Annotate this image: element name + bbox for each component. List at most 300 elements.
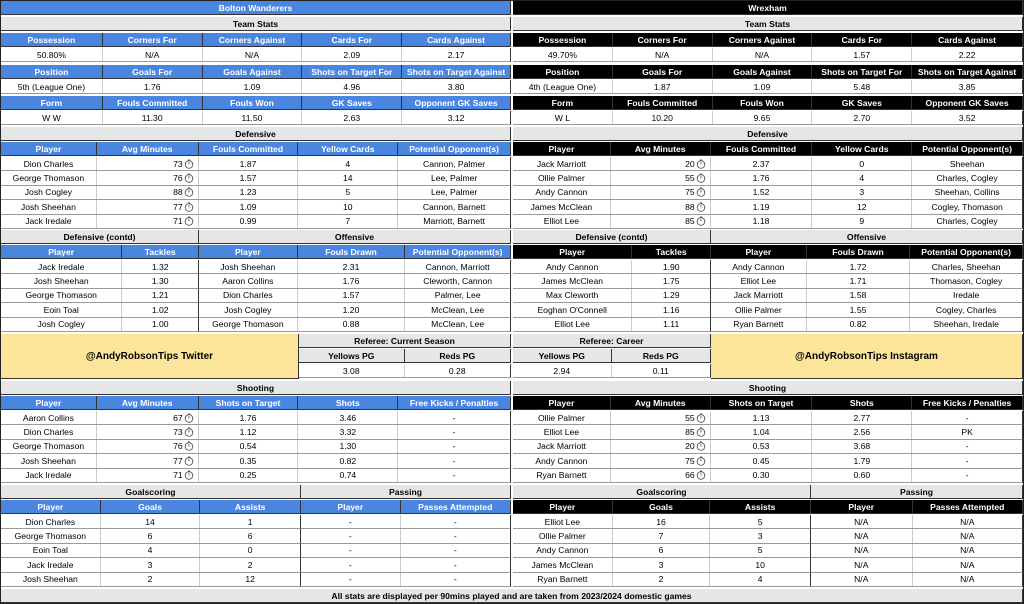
defensive-row — [1, 215, 511, 229]
cell: Elliot Lee — [513, 215, 611, 228]
tackles-row — [513, 289, 711, 303]
team-stats-header — [1, 96, 511, 110]
cell: 2.37 — [711, 157, 813, 170]
offensive-row — [199, 318, 511, 332]
cell: Charles, Cogley — [936, 173, 998, 184]
cell — [611, 171, 711, 184]
cell: Cogley, Thomason — [931, 201, 1003, 212]
header-cell: Avg Minutes — [611, 142, 711, 155]
cell: James McClean — [513, 558, 613, 571]
header-cell: Assists — [234, 501, 266, 512]
header-cell: Fouls Committed — [199, 142, 299, 155]
tackles-row — [1, 260, 199, 274]
cell: Dion Charles — [1, 157, 97, 170]
team-stats-row — [513, 80, 1023, 94]
header-cell: Passes Attempted — [930, 501, 1005, 512]
cell: 0.82 — [807, 318, 911, 331]
cell: 1.75 — [662, 276, 680, 287]
defensive-contd-header — [513, 245, 711, 259]
offensive-row — [711, 318, 1023, 332]
cell: Josh Cogley — [1, 186, 97, 199]
avg-minutes-value: 71 — [173, 216, 183, 227]
cell: 1.71 — [807, 274, 911, 287]
cell: Ollie Palmer — [513, 171, 611, 184]
cell: 3.52 — [958, 112, 976, 123]
header-cell: Shots on Target Against — [406, 66, 506, 77]
passing-row — [811, 558, 1023, 572]
cell: Dion Charles — [1, 425, 97, 438]
cell: Josh Sheehan — [199, 260, 298, 273]
header-cell: Assists — [744, 501, 776, 512]
avg-minutes-value: 77 — [173, 455, 183, 466]
cell: George Thomason — [1, 171, 97, 184]
cell: Josh Sheehan — [1, 200, 97, 213]
header-cell: Corners For — [613, 33, 713, 46]
stopwatch-icon — [696, 187, 706, 197]
cell: Cogley, Charles — [935, 304, 997, 315]
cell: 2 — [247, 559, 253, 570]
avg-minutes-value: 66 — [685, 470, 695, 481]
offensive-row — [199, 260, 511, 274]
cell: 1.00 — [151, 319, 169, 330]
cell: - — [453, 531, 457, 542]
stopwatch-icon — [184, 216, 194, 226]
header-cell: Cards For — [812, 33, 912, 46]
tackles-row — [1, 274, 199, 288]
cell — [611, 425, 711, 438]
header-cell: Reds PG — [439, 350, 476, 361]
cell — [97, 454, 199, 467]
cell: 0.53 — [711, 440, 813, 453]
cell: 0.45 — [711, 454, 813, 467]
stopwatch-icon — [696, 413, 706, 423]
cell: - — [452, 455, 456, 466]
cell: 2 — [613, 573, 711, 586]
offensive-header — [711, 245, 1023, 259]
header-cell: Position — [1, 65, 103, 78]
cell: 3.68 — [812, 440, 912, 453]
cell: James McClean — [513, 200, 611, 213]
cell — [611, 200, 711, 213]
cell: N/A — [960, 574, 975, 585]
cell: 4th (League One) — [513, 80, 613, 93]
offensive-row — [711, 260, 1023, 274]
passing-row — [301, 544, 511, 558]
cell: 10 — [298, 200, 398, 213]
avg-minutes-value: 71 — [173, 470, 183, 481]
header-cell: Player — [199, 245, 298, 258]
cell: Cannon, Palmer — [423, 158, 486, 169]
cell: Andy Cannon — [513, 186, 611, 199]
shooting-title: Shooting — [1, 381, 511, 395]
cell: McClean, Lee — [431, 304, 485, 315]
passing-header — [811, 500, 1023, 514]
cell: 3 — [757, 531, 763, 542]
header-cell: Corners Against — [713, 33, 813, 46]
cell: Andy Cannon — [513, 544, 613, 557]
goalscoring-header — [1, 500, 301, 514]
stopwatch-icon — [184, 427, 194, 437]
cell: Marriott, Barnett — [423, 216, 485, 227]
header-cell: Cards Against — [938, 34, 997, 45]
avg-minutes-value: 20 — [685, 441, 695, 452]
cell: Jack Iredale — [1, 558, 101, 571]
cell: - — [301, 544, 401, 557]
passing-row — [811, 573, 1023, 587]
cell: - — [453, 545, 457, 556]
defensive-title: Defensive — [513, 127, 1023, 141]
cell: 0.99 — [199, 215, 299, 228]
stopwatch-icon — [696, 202, 706, 212]
cell: 1.02 — [151, 304, 169, 315]
cell: 4 — [298, 157, 398, 170]
cell: 0.25 — [199, 469, 299, 482]
cell: 1.11 — [663, 319, 680, 330]
cell: 0.60 — [812, 469, 912, 482]
cell: James McClean — [513, 274, 632, 287]
team-stats-header — [1, 65, 511, 79]
cell: 7 — [613, 529, 711, 542]
cell: 50.80% — [1, 48, 103, 61]
header-cell: Goals Against — [713, 65, 813, 78]
cell: 3.12 — [447, 112, 465, 123]
avg-minutes-value: 88 — [685, 201, 695, 212]
cell — [611, 454, 711, 467]
shooting-row — [513, 411, 1023, 425]
offensive-title: Offensive — [711, 230, 1023, 244]
passing-header — [301, 500, 511, 514]
cell: 3 — [812, 186, 912, 199]
referee-current-row — [299, 364, 511, 378]
cell: N/A — [811, 573, 913, 586]
header-cell: Tackles — [144, 246, 176, 257]
header-cell: Possession — [1, 33, 103, 46]
cell: N/A — [811, 529, 913, 542]
cell: - — [452, 470, 456, 481]
cell: 1.76 — [711, 171, 813, 184]
cell: Aaron Collins — [199, 274, 298, 287]
home-team-title: Bolton Wanderers — [1, 1, 511, 15]
header-cell: Form — [1, 96, 103, 109]
cell: 1.57 — [298, 289, 406, 302]
cell: 0.35 — [199, 454, 299, 467]
header-cell: Cards Against — [427, 34, 486, 45]
cell — [97, 469, 199, 482]
goalscoring-row — [1, 573, 301, 587]
stopwatch-icon — [184, 441, 194, 451]
avg-minutes-value: 55 — [685, 412, 695, 423]
cell: Elliot Lee — [513, 515, 613, 528]
cell — [611, 440, 711, 453]
cell: - — [301, 558, 401, 571]
header-cell: Shots on Target Against — [917, 66, 1017, 77]
goalscoring-title: Goalscoring — [513, 485, 811, 499]
cell: - — [965, 470, 969, 481]
header-cell: Goals — [101, 500, 201, 513]
cell: 1.32 — [151, 261, 169, 272]
cell: 1.76 — [298, 274, 406, 287]
header-cell: Fouls Committed — [711, 142, 813, 155]
cell: Andy Cannon — [513, 260, 632, 273]
goalscoring-row — [1, 558, 301, 572]
cell: 2 — [101, 573, 201, 586]
cell: 0.88 — [298, 318, 406, 331]
cell: N/A — [960, 516, 975, 527]
stopwatch-icon — [184, 187, 194, 197]
cell: Andy Cannon — [513, 454, 611, 467]
cell: Ryan Barnett — [513, 469, 611, 482]
defensive-row — [1, 157, 511, 171]
team-stats-title: Team Stats — [513, 17, 1023, 31]
cell: Ollie Palmer — [513, 411, 611, 424]
stopwatch-icon — [184, 456, 194, 466]
cell: Sheehan, Iredale — [933, 319, 999, 330]
cell: Jack Marriott — [711, 289, 807, 302]
cell: 1.30 — [151, 276, 169, 287]
defensive-contd-title: Defensive (contd) — [1, 230, 199, 244]
header-cell: Shots on Target — [199, 396, 299, 409]
cell: 3.80 — [447, 81, 465, 92]
header-cell: Yellows PG — [513, 349, 612, 362]
cell: 6 — [101, 529, 201, 542]
cell: 2.09 — [302, 48, 402, 61]
cell — [611, 411, 711, 424]
cell: McClean, Lee — [431, 319, 485, 330]
cell: W L — [513, 111, 613, 124]
passing-row — [811, 529, 1023, 543]
stopwatch-icon — [696, 216, 706, 226]
cell: 1.16 — [662, 304, 680, 315]
cell: 1.52 — [711, 186, 813, 199]
header-cell: Fouls Won — [713, 96, 813, 109]
cell: Elliot Lee — [513, 318, 632, 331]
goalscoring-header — [513, 500, 811, 514]
offensive-row — [711, 274, 1023, 288]
shooting-row — [513, 425, 1023, 439]
header-cell: Player — [513, 500, 613, 513]
cell: - — [453, 574, 457, 585]
header-cell: Free Kicks / Penalties — [922, 397, 1012, 408]
passing-row — [301, 558, 511, 572]
cell: 2.94 — [513, 364, 612, 377]
cell: N/A — [613, 48, 713, 61]
cell: 12 — [245, 574, 255, 585]
header-cell: Opponent GK Saves — [925, 97, 1009, 108]
cell: 1.76 — [103, 80, 203, 93]
header-cell: Fouls Drawn — [298, 245, 406, 258]
team-stats-header — [513, 65, 1023, 79]
cell: 1.55 — [807, 303, 911, 316]
header-cell: Player — [1, 500, 101, 513]
avg-minutes-value: 76 — [173, 173, 183, 184]
cell: 1.18 — [711, 215, 813, 228]
referee-career-title: Referee: Career — [513, 334, 711, 348]
cell: Josh Cogley — [199, 303, 298, 316]
offensive-title: Offensive — [199, 230, 511, 244]
header-cell: Passes Attempted — [418, 501, 493, 512]
header-cell: Yellow Cards — [298, 142, 398, 155]
header-cell: Fouls Won — [203, 96, 303, 109]
cell: 9.65 — [713, 111, 813, 124]
header-cell: Goals — [613, 500, 711, 513]
cell: - — [965, 455, 969, 466]
tackles-row — [513, 303, 711, 317]
cell: 1 — [247, 516, 253, 527]
cell: 3.32 — [298, 425, 398, 438]
defensive-row — [1, 200, 511, 214]
header-cell: Position — [513, 65, 613, 78]
cell: George Thomason — [199, 318, 298, 331]
cell: 1.57 — [812, 48, 912, 61]
stopwatch-icon — [184, 159, 194, 169]
cell: Cannon, Marriott — [425, 261, 490, 272]
cell: Elliot Lee — [711, 274, 807, 287]
cell: 4 — [812, 171, 912, 184]
shooting-title: Shooting — [513, 381, 1023, 395]
header-cell: Yellow Cards — [812, 142, 912, 155]
cell: 1.13 — [711, 411, 813, 424]
cell: N/A — [811, 544, 913, 557]
cell: 0.54 — [199, 440, 299, 453]
cell: 2.63 — [302, 111, 402, 124]
avg-minutes-value: 77 — [173, 201, 183, 212]
cell: - — [301, 515, 401, 528]
cell: 1.29 — [662, 290, 680, 301]
cell: - — [301, 573, 401, 586]
cell: 1.23 — [199, 186, 299, 199]
header-cell: Shots on Target For — [302, 65, 402, 78]
defensive-contd-header — [1, 245, 199, 259]
defensive-row — [513, 200, 1023, 214]
team-stats-title: Team Stats — [1, 17, 511, 31]
cell — [611, 186, 711, 199]
cell: 1.12 — [199, 425, 299, 438]
cell: 5th (League One) — [1, 80, 103, 93]
cell: 2.17 — [447, 49, 465, 60]
goalscoring-row — [513, 573, 811, 587]
passing-title: Passing — [811, 485, 1023, 499]
header-cell: GK Saves — [302, 96, 402, 109]
offensive-row — [199, 303, 511, 317]
tackles-row — [1, 303, 199, 317]
cell: Cleworth, Cannon — [423, 276, 493, 287]
passing-row — [301, 529, 511, 543]
header-cell: Player — [711, 245, 807, 258]
team-stats-row — [1, 80, 511, 94]
header-cell: Player — [513, 245, 632, 258]
cell: N/A — [103, 48, 203, 61]
cell: 2.22 — [958, 49, 976, 60]
header-cell: Corners Against — [203, 33, 303, 46]
cell: N/A — [960, 531, 975, 542]
header-cell: Cards For — [302, 33, 402, 46]
cell: N/A — [811, 515, 913, 528]
header-cell: Player — [1, 245, 122, 258]
cell: 3.85 — [958, 81, 976, 92]
cell: 14 — [298, 171, 398, 184]
cell — [611, 157, 711, 170]
cell: W W — [1, 111, 103, 124]
passing-title: Passing — [301, 485, 511, 499]
cell: 7 — [298, 215, 398, 228]
cell: 14 — [101, 515, 201, 528]
cell: 5 — [298, 186, 398, 199]
header-cell: Form — [513, 96, 613, 109]
passing-row — [811, 544, 1023, 558]
header-cell: Potential Opponent(s) — [409, 143, 499, 154]
avg-minutes-value: 76 — [173, 441, 183, 452]
cell: - — [965, 412, 969, 423]
team-stats-header — [1, 33, 511, 47]
stopwatch-icon — [696, 173, 706, 183]
defensive-row — [1, 171, 511, 185]
cell: 2.70 — [812, 111, 912, 124]
defensive-title: Defensive — [1, 127, 511, 141]
cell: Ollie Palmer — [711, 303, 807, 316]
header-cell: Reds PG — [642, 350, 679, 361]
header-cell: Player — [1, 396, 97, 409]
cell: 49.70% — [513, 48, 613, 61]
passing-row — [811, 515, 1023, 529]
cell: 5 — [757, 516, 763, 527]
header-cell: Goals Against — [203, 65, 303, 78]
header-cell: Player — [1, 142, 97, 155]
tackles-row — [1, 289, 199, 303]
stopwatch-icon — [696, 427, 706, 437]
header-cell: Shots on Target For — [812, 65, 912, 78]
cell: 12 — [812, 200, 912, 213]
cell: 6 — [613, 544, 711, 557]
header-cell: Avg Minutes — [611, 396, 711, 409]
offensive-row — [199, 274, 511, 288]
cell: 1.09 — [199, 200, 299, 213]
cell — [97, 440, 199, 453]
cell: 9 — [812, 215, 912, 228]
referee-current-title: Referee: Current Season — [299, 334, 511, 348]
cell: - — [452, 441, 456, 452]
cell: Jack Marriott — [513, 157, 611, 170]
avg-minutes-value: 85 — [685, 427, 695, 438]
cell — [97, 200, 199, 213]
header-cell: Opponent GK Saves — [414, 97, 498, 108]
cell: 1.76 — [199, 411, 299, 424]
cell: 4 — [101, 544, 201, 557]
cell: 1.19 — [711, 200, 813, 213]
passing-row — [301, 573, 511, 587]
cell: Elliot Lee — [513, 425, 611, 438]
cell: Ryan Barnett — [711, 318, 807, 331]
team-stats-header — [513, 33, 1023, 47]
cell: 1.72 — [807, 260, 911, 273]
header-cell: Potential Opponent(s) — [412, 246, 503, 257]
goalscoring-row — [513, 558, 811, 572]
cell: 1.09 — [203, 80, 303, 93]
header-cell: Player — [811, 500, 913, 513]
cell: Ryan Barnett — [513, 573, 613, 586]
avg-minutes-value: 67 — [173, 412, 183, 423]
header-cell: Player — [513, 396, 611, 409]
cell: 1.79 — [812, 454, 912, 467]
cell: 1.20 — [298, 303, 406, 316]
cell: 1.90 — [662, 261, 680, 272]
team-stats-row — [513, 48, 1023, 62]
cell: Jack Iredale — [1, 260, 122, 273]
avg-minutes-value: 85 — [685, 216, 695, 227]
cell: 10.20 — [613, 111, 713, 124]
cell: 3.08 — [299, 364, 405, 377]
shooting-row — [1, 411, 511, 425]
goalscoring-row — [513, 529, 811, 543]
